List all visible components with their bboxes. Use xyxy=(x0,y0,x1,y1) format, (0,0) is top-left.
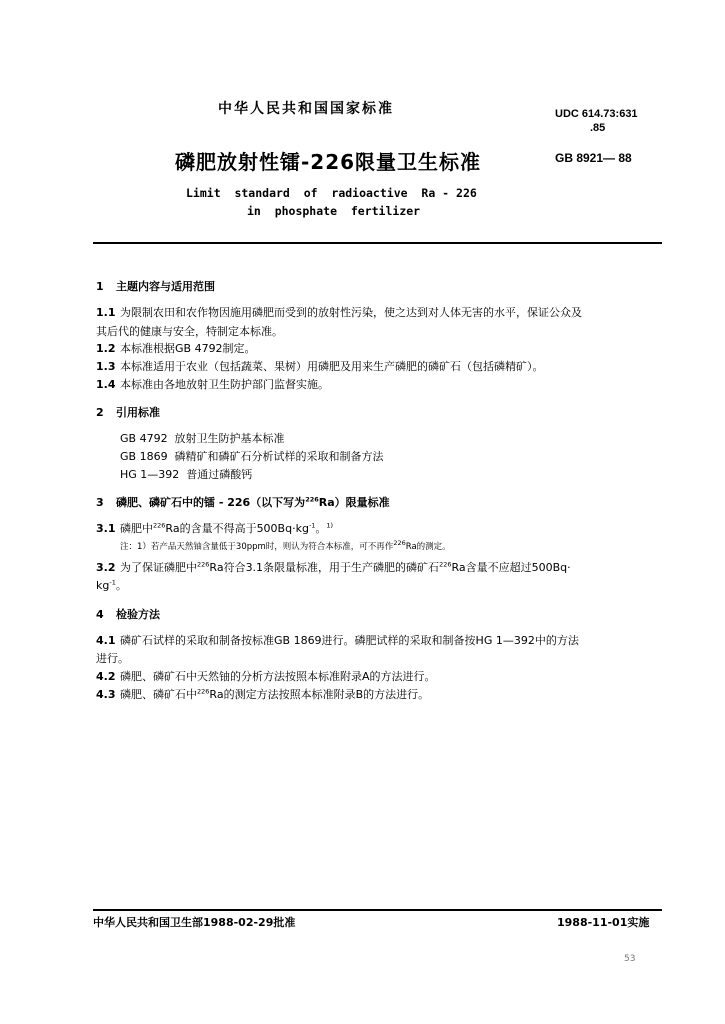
superscript: 226 xyxy=(197,687,210,696)
footnote-text: Ra的测定。 xyxy=(405,542,451,552)
clause-number: 1.3 xyxy=(96,360,116,373)
clause-number: 1.4 xyxy=(96,378,116,391)
english-title-line-2: in phosphate fertilizer xyxy=(247,204,421,218)
clause-1-1-line-1 xyxy=(96,303,582,322)
section-number: 4 xyxy=(96,608,104,621)
superscript: 226 xyxy=(305,495,319,504)
header-divider xyxy=(93,242,662,244)
clause-text: 。 xyxy=(315,522,327,535)
clause-text: 本标准由各地放射卫生防护部门监督实施。 xyxy=(120,378,329,391)
clause-text: Ra的含量不得高于500Bq·kg xyxy=(165,522,309,535)
reference-gb-4792: GB 4792 放射卫生防护基本标准 xyxy=(120,432,285,445)
footnote xyxy=(120,540,451,552)
clause-text: 。 xyxy=(115,579,127,592)
clause-text: 为了保证磷肥中 xyxy=(120,561,197,574)
section-title: 引用标准 xyxy=(116,406,160,419)
clause-text: Ra符合3.1条限量标准，用于生产磷肥的磷矿石 xyxy=(209,561,440,574)
standard-body: 中华人民共和国国家标准 xyxy=(218,101,394,117)
reference-hg-1-392: HG 1—392 普通过磷酸钙 xyxy=(120,468,253,481)
superscript: 226 xyxy=(197,560,210,569)
clause-4-1-line-1 xyxy=(96,631,579,650)
section-number: 1 xyxy=(96,280,104,293)
reference-gb-1869: GB 1869 磷精矿和磷矿石分析试样的采取和制备方法 xyxy=(120,450,384,463)
clause-text: 本标准适用于农业（包括蔬菜、果树）用磷肥及用来生产磷肥的磷矿石（包括磷精矿）。 xyxy=(120,360,544,373)
implementation-date: 1988-11-01实施 xyxy=(557,916,650,929)
clause-text: 磷矿石试样的采取和制备按标准GB 1869进行。磷肥试样的采取和制备按HG 1—392中的方法 xyxy=(120,634,579,647)
clause-3-1 xyxy=(96,519,333,538)
clause-3-2-line-1 xyxy=(96,558,571,577)
document-title: 磷肥放射性镭-226限量卫生标准 xyxy=(175,150,482,174)
section-title: 主题内容与适用范围 xyxy=(116,280,215,293)
clause-1-3 xyxy=(96,357,544,376)
clause-number: 3.1 xyxy=(96,522,116,535)
section-1-heading xyxy=(96,278,215,294)
superscript: -1 xyxy=(308,521,316,530)
gb-code: GB 8921— 88 xyxy=(555,151,632,165)
approval-line: 中华人民共和国卫生部1988-02-29批准 xyxy=(93,916,296,929)
clause-number: 4.3 xyxy=(96,688,116,701)
section-2-heading xyxy=(96,404,160,420)
clause-3-2-line-2 xyxy=(96,576,127,595)
clause-1-1-line-2: 其后代的健康与安全，特制定本标准。 xyxy=(96,325,283,338)
section-3-heading xyxy=(96,494,390,510)
clause-text: 磷肥、磷矿石中 xyxy=(120,688,197,701)
clause-number: 3.2 xyxy=(96,561,116,574)
section-number: 3 xyxy=(96,496,104,509)
footer-divider xyxy=(93,909,662,911)
clause-text: Ra含量不应超过500Bq· xyxy=(451,561,571,574)
section-title: 磷肥、磷矿石中的镭 - 226（以下写为 xyxy=(116,496,306,509)
section-4-heading xyxy=(96,606,160,622)
udc-line-1: UDC 614.73:631 xyxy=(555,108,638,120)
clause-1-2 xyxy=(96,339,256,358)
section-title: 检验方法 xyxy=(116,608,160,621)
superscript: 226 xyxy=(153,521,166,530)
clause-text: 为限制农田和农作物因施用磷肥而受到的放射性污染，使之达到对人体无害的水平，保证公众及 xyxy=(120,306,582,319)
clause-4-1-line-2: 进行。 xyxy=(96,652,129,665)
clause-number: 4.2 xyxy=(96,670,116,683)
page-number: 53 xyxy=(624,954,636,964)
clause-text: 磷肥、磷矿石中天然铀的分析方法按照本标准附录A的方法进行。 xyxy=(120,670,436,683)
clause-1-4 xyxy=(96,375,329,394)
clause-text: 本标准根据GB 4792制定。 xyxy=(120,342,256,355)
english-title-line-1: Limit standard of radioactive Ra - 226 xyxy=(186,186,477,200)
clause-number: 4.1 xyxy=(96,634,116,647)
superscript: 226 xyxy=(393,539,406,548)
clause-number: 1.2 xyxy=(96,342,116,355)
clause-text: kg xyxy=(96,579,110,592)
clause-text: 磷肥中 xyxy=(120,522,153,535)
udc-line-2: .85 xyxy=(590,122,606,134)
clause-text: Ra的测定方法按照本标准附录B的方法进行。 xyxy=(209,688,430,701)
superscript: -1 xyxy=(109,578,116,587)
footnote-ref: 1) xyxy=(326,521,334,530)
section-title-end: Ra）限量标准 xyxy=(318,496,390,509)
superscript: 226 xyxy=(439,560,452,569)
clause-4-3 xyxy=(96,685,429,704)
clause-4-2 xyxy=(96,667,436,686)
clause-number: 1.1 xyxy=(96,306,116,319)
section-number: 2 xyxy=(96,406,104,419)
footnote-text: 注：1）若产品天然铀含量低于30ppm时，则认为符合本标准，可不再作 xyxy=(120,542,394,552)
